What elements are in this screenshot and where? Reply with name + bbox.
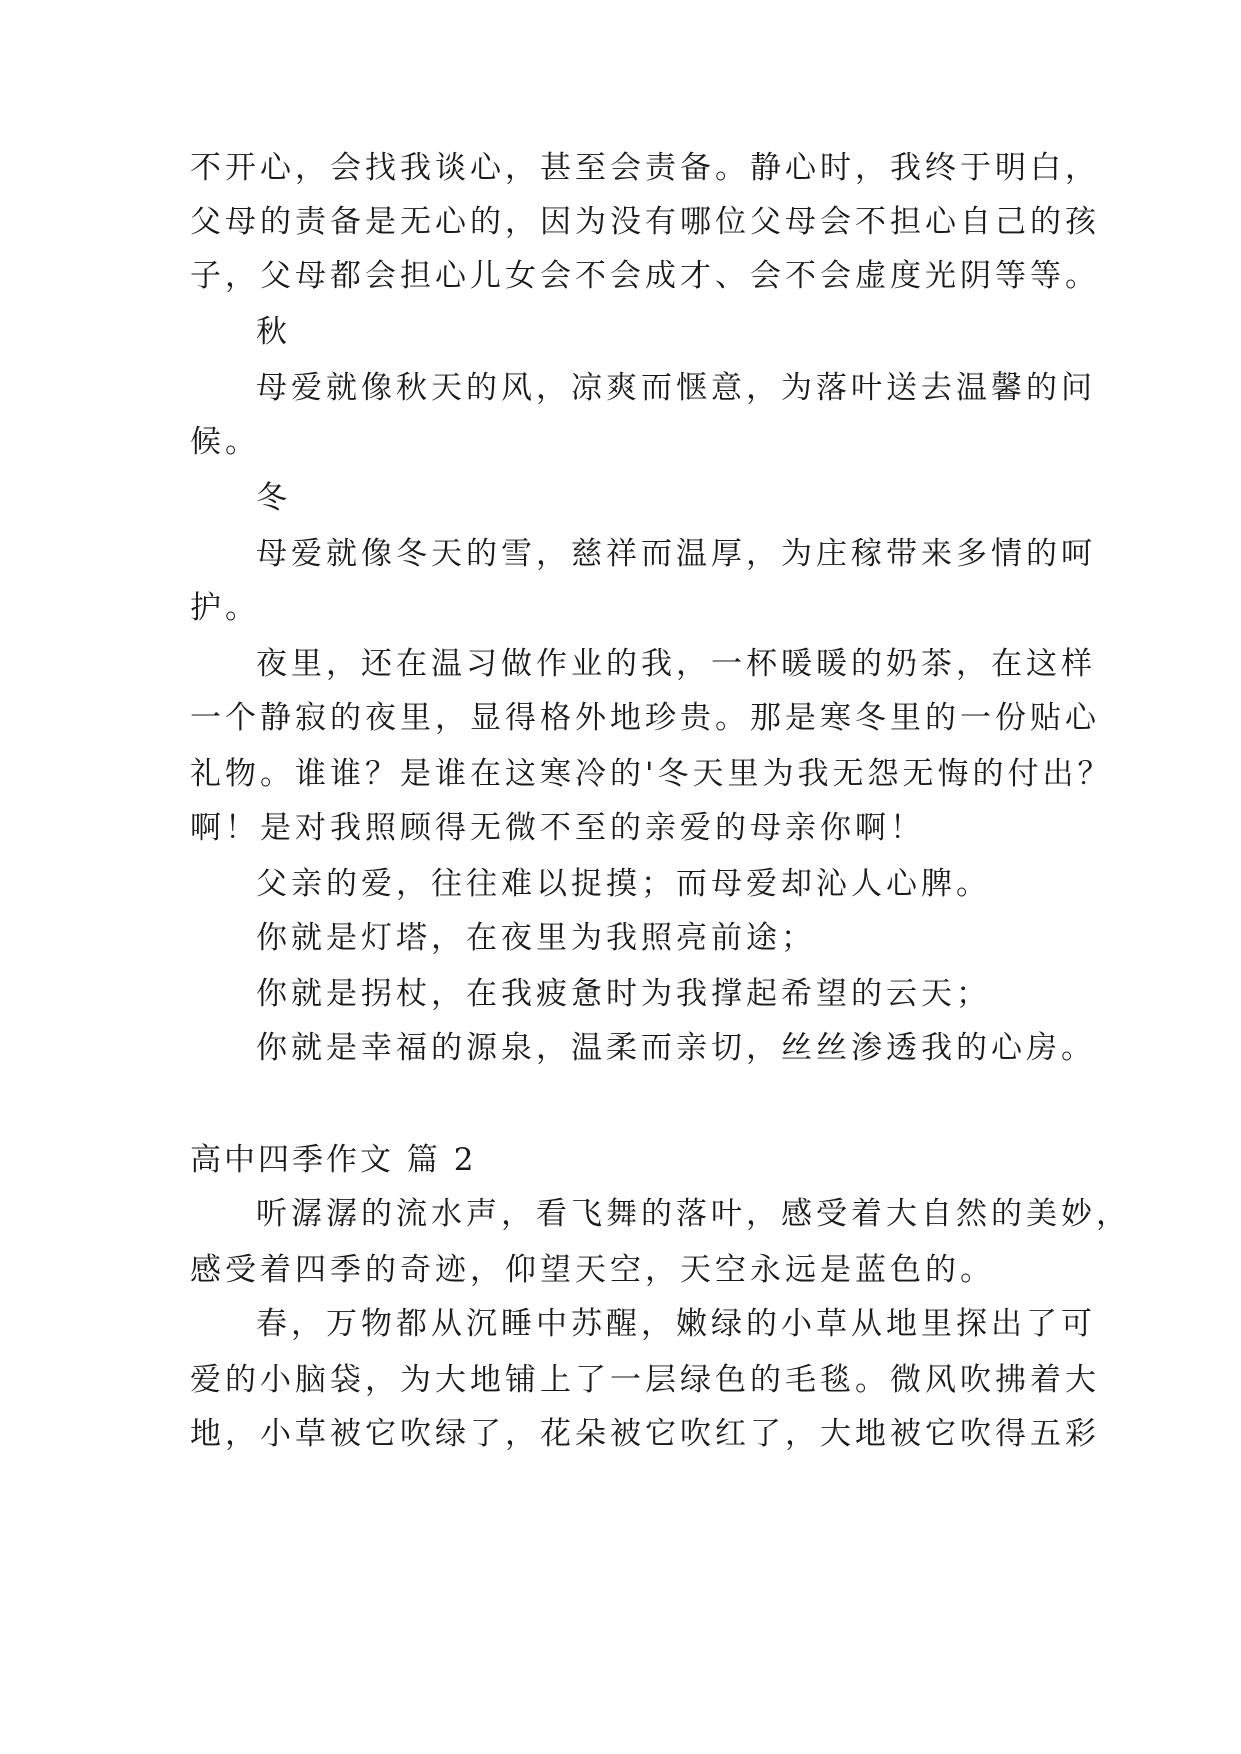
text-line: 夜里，还在温习做作业的我，一杯暖暖的奶茶，在这样 (256, 646, 1096, 682)
text-line: 父母的责备是无心的，因为没有哪位父母会不担心自己的孩 (190, 204, 1100, 240)
text-line: 不开心，会找我谈心，甚至会责备。静心时，我终于明白， (190, 150, 1100, 186)
text-line: 护。 (190, 590, 260, 626)
text-line: 候。 (190, 424, 260, 460)
text-line: 你就是幸福的源泉，温柔而亲切，丝丝渗透我的心房。 (256, 1030, 1096, 1066)
text-line: 母爱就像秋天的风，凉爽而惬意，为落叶送去温馨的问 (256, 370, 1096, 406)
section-heading-winter: 冬 (256, 480, 291, 516)
text-line: 你就是拐杖，在我疲惫时为我撑起希望的云天； (256, 976, 991, 1012)
text-line: 爱的小脑袋，为大地铺上了一层绿色的毛毯。微风吹拂着大 (190, 1362, 1100, 1398)
section-title: 高中四季作文 篇 2 (190, 1142, 477, 1178)
section-heading-autumn: 秋 (256, 314, 291, 350)
text-line: 地，小草被它吹绿了，花朵被它吹红了，大地被它吹得五彩 (190, 1416, 1100, 1452)
text-line: 父亲的爱，往往难以捉摸；而母爱却沁人心脾。 (256, 866, 991, 902)
text-line: 感受着四季的奇迹，仰望天空，天空永远是蓝色的。 (190, 1252, 995, 1288)
text-line: 一个静寂的夜里，显得格外地珍贵。那是寒冬里的一份贴心 (190, 700, 1100, 736)
text-line: 啊！是对我照顾得无微不至的亲爱的母亲你啊！ (190, 810, 925, 846)
text-line: 春，万物都从沉睡中苏醒，嫩绿的小草从地里探出了可 (256, 1306, 1096, 1342)
text-line: 母爱就像冬天的雪，慈祥而温厚，为庄稼带来多情的呵 (256, 536, 1096, 572)
text-line: 子，父母都会担心儿女会不会成才、会不会虚度光阴等等。 (190, 258, 1100, 294)
text-line: 你就是灯塔，在夜里为我照亮前途； (256, 920, 816, 956)
text-line: 礼物。谁谁？是谁在这寒冷的'冬天里为我无怨无悔的付出？ (190, 756, 1113, 792)
text-line: 听潺潺的流水声，看飞舞的落叶，感受着大自然的美妙， (256, 1196, 1131, 1232)
